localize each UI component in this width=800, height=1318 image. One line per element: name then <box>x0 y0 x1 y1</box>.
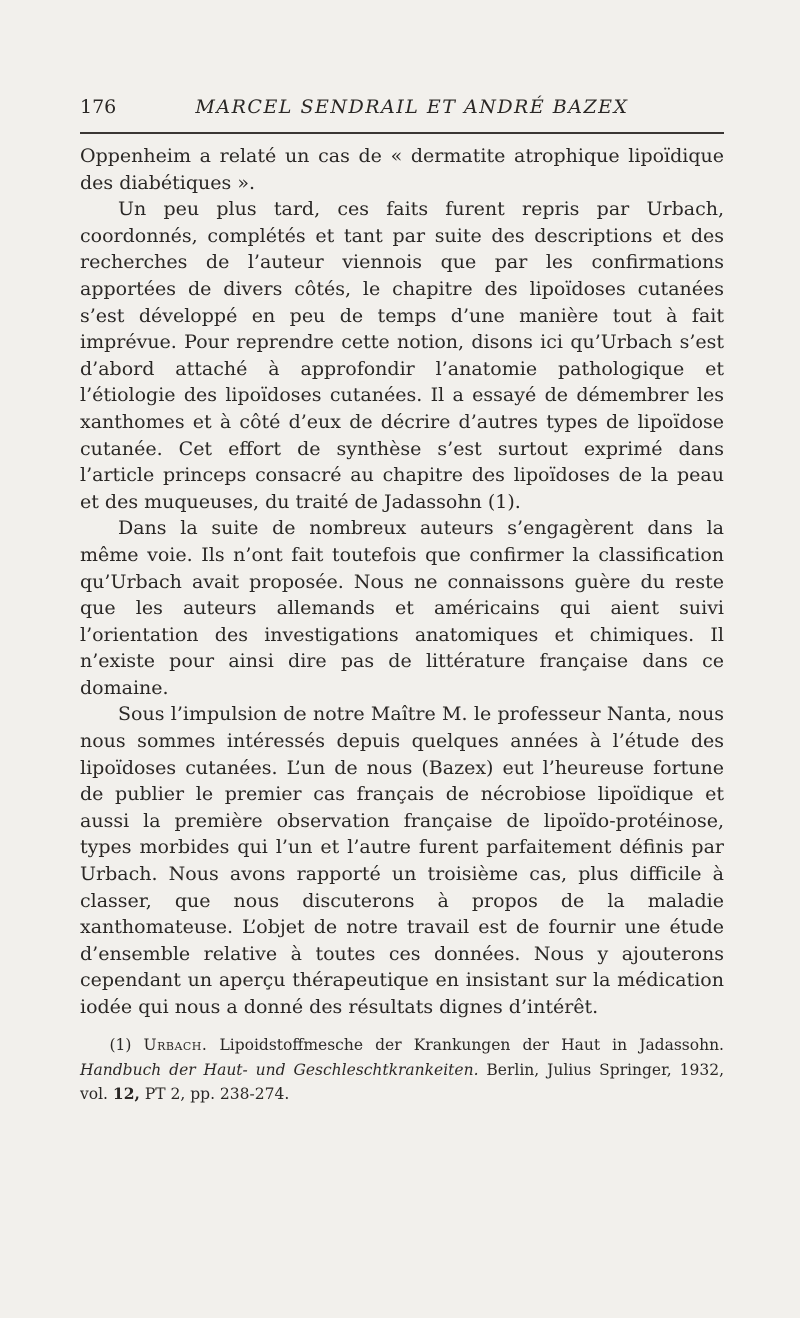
body-text <box>80 143 724 1021</box>
footnote-marker: (1) <box>109 1036 132 1054</box>
paragraph: Dans la suite de nombreux auteurs s’engagèrent dans la même voie. Ils n’ont fait toutefois que confirmer la classification qu’Urbach avait proposée. Nous ne connaissons guère du reste que les auteurs allemands et américains qui aient suivi l’orientation des investigations anatomiques et chimiques. Il n’existe pour ainsi dire pas de littérature française dans ce domaine. <box>80 517 724 699</box>
page-header <box>80 96 724 126</box>
footnote-volume: 12, <box>112 1084 140 1103</box>
footnote-text: Lipoidstoffmesche der Krankungen der Haut in Jadassohn. <box>219 1036 724 1054</box>
footnote <box>80 1033 724 1107</box>
footnote-author: Urbach. <box>143 1036 208 1054</box>
paragraph: Oppenheim a relaté un cas de « dermatite atrophique lipoïdique des diabétiques ». <box>80 145 724 194</box>
paragraph: Un peu plus tard, ces faits furent repris par Urbach, coordonnés, complétés et tant par suite des descriptions et des recherches de l’auteur viennois que par les confirmations apportées de divers côtés, le chapitre des lipoïdoses cutanées s’est développé en peu de temps d’une manière tout à fait imprévue. Pour reprendre cette notion, disons ici qu’Urbach s’est d’abord attaché à approfondir l’anatomie pathologique et l’étiologie des lipoïdoses cutanées. Il a essayé de démembrer les xanthomes et à côté d’eux de décrire d’autres types de lipoïdose cutanée. Cet effort de synthèse s’est surtout exprimé dans l’article princeps consacré au chapitre des lipoïdoses de la peau et des muqueuses, du traité de Jadassohn (1). <box>80 198 724 513</box>
footnote-pages: PT 2, pp. 238-274. <box>144 1085 290 1103</box>
page-number: 176 <box>80 96 117 118</box>
paragraph: Sous l’impulsion de notre Maître M. le professeur Nanta, nous nous sommes intéressés depuis quelques années à l’étude des lipoïdoses cutanées. L’un de nous (Bazex) eut l’heureuse fortune de publier le premier cas français de nécrobiose lipoïdique et aussi la première observation française de lipoïdo-protéinose, types morbides qui l’un et l’autre furent parfaitement définis par Urbach. Nous avons rapporté un troisième cas, plus difficile à classer, que nous discuterons à propos de la maladie xanthomateuse. L’objet de notre travail est de fournir une étude d’ensemble relative à toutes ces données. Nous y ajouterons cependant un aperçu thérapeutique en insistant sur la médication iodée qui nous a donné des résultats dignes d’intérêt. <box>80 703 724 1018</box>
footnote-publisher: Berlin, Julius Springer, 1932, vol. <box>80 1060 724 1103</box>
header-rule <box>80 132 724 134</box>
footnote-book-title: Handbuch der Haut- und Geschleschtkrankeiten. <box>80 1060 479 1079</box>
running-title: MARCEL SENDRAIL ET ANDRÉ BAZEX <box>195 96 629 118</box>
